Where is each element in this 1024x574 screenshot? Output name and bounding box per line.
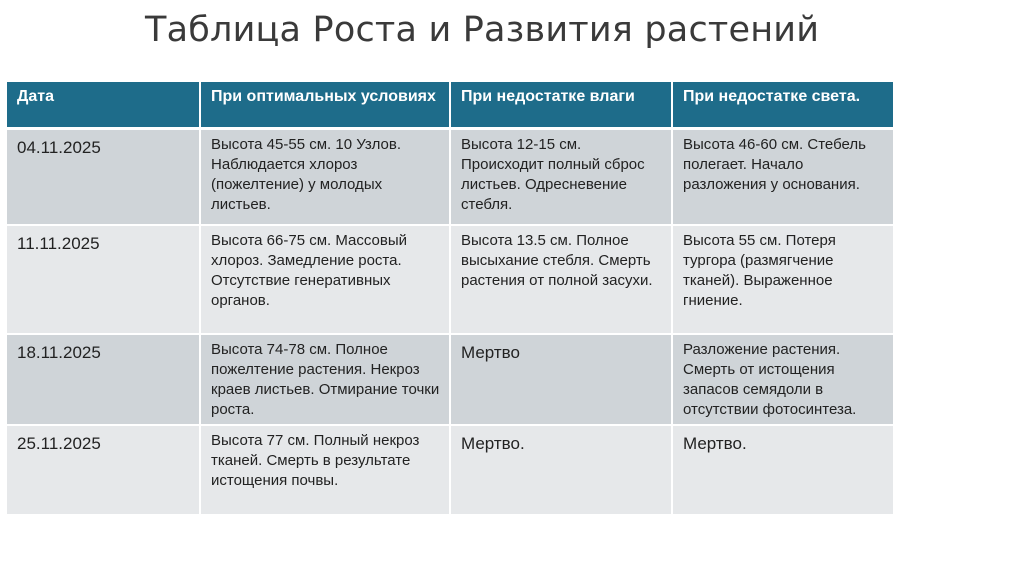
header-date: Дата — [7, 82, 200, 128]
table-row — [7, 425, 893, 515]
date-cell: 11.11.2025 — [7, 225, 200, 334]
date-cell: 25.11.2025 — [7, 425, 200, 515]
no-water-cell: Высота 13.5 см. Полное высыхание стебля. Смерть растения от полной засухи. — [450, 225, 672, 334]
date-cell: 18.11.2025 — [7, 334, 200, 425]
no-light-cell: Высота 46-60 см. Стебель полегает. Начало разложения у основания. — [672, 128, 893, 225]
page-title: Таблица Роста и Развития растений — [145, 10, 820, 50]
table-header-row — [7, 82, 893, 128]
header-no-water: При недостатке влаги — [450, 82, 672, 128]
table-row — [7, 225, 893, 334]
optimal-cell: Высота 45-55 см. 10 Узлов. Наблюдается хлороз (пожелтение) у молодых листьев. — [200, 128, 450, 225]
no-light-cell: Разложение растения. Смерть от истощения запасов семядоли в отсутствии фотосинтеза. — [672, 334, 893, 425]
header-no-light: При недостатке света. — [672, 82, 893, 128]
no-water-cell: Высота 12-15 см. Происходит полный сброс листьев. Одресневение стебля. — [450, 128, 672, 225]
optimal-cell: Высота 77 см. Полный некроз тканей. Смерть в результате истощения почвы. — [200, 425, 450, 515]
table-row — [7, 128, 893, 225]
optimal-cell: Высота 66-75 см. Массовый хлороз. Замедление роста. Отсутствие генеративных органов. — [200, 225, 450, 334]
no-water-cell: Мертво. — [450, 425, 672, 515]
table-row — [7, 334, 893, 425]
growth-table — [7, 82, 893, 516]
no-water-cell: Мертво — [450, 334, 672, 425]
no-light-cell: Высота 55 см. Потеря тургора (размягчение тканей). Выраженное гниение. — [672, 225, 893, 334]
header-optimal: При оптимальных условиях — [200, 82, 450, 128]
optimal-cell: Высота 74-78 см. Полное пожелтение растения. Некроз краев листьев. Отмирание точки роста. — [200, 334, 450, 425]
no-light-cell: Мертво. — [672, 425, 893, 515]
date-cell: 04.11.2025 — [7, 128, 200, 225]
